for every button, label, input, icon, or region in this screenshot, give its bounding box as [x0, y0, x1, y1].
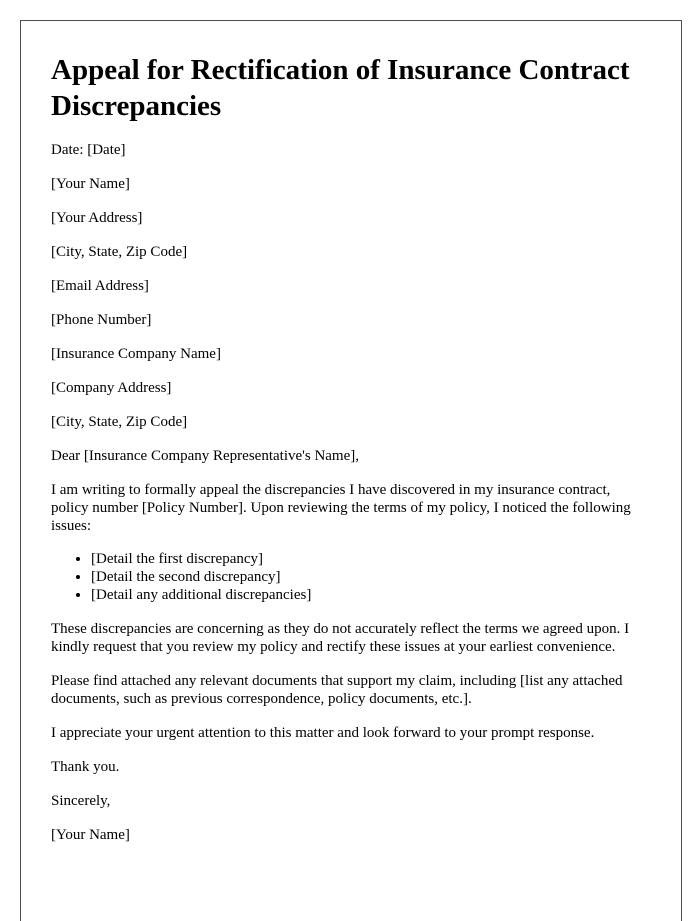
concern-paragraph: These discrepancies are concerning as they do not accurately reflect the terms we agreed upon. I kindly request that you review my policy and rectify these issues at your earliest convenience. — [51, 621, 630, 655]
attachments-paragraph: Please find attached any relevant documents that support my claim, including [list any attached documents, such as previous correspondence, policy documents, etc.]. — [51, 673, 623, 707]
recipient-company-address: [Company Address] — [51, 380, 172, 396]
recipient-city-state-zip: [City, State, Zip Code] — [51, 414, 188, 430]
sender-phone: [Phone Number] — [51, 312, 152, 328]
salutation: Dear [Insurance Company Representative's Name], — [51, 448, 359, 464]
letter-title: Appeal for Rectification of Insurance Contract Discrepancies — [51, 54, 630, 122]
sender-address: [Your Address] — [51, 210, 143, 226]
date-line: Date: [Date] — [51, 142, 126, 158]
thanks-line: Thank you. — [51, 759, 120, 775]
closing-line: Sincerely, — [51, 793, 111, 809]
intro-paragraph: I am writing to formally appeal the discrepancies I have discovered in my insurance contract, policy number [Policy Number]. Upon reviewing the terms of my policy, I noticed the following issues: — [51, 482, 631, 534]
recipient-company-name: [Insurance Company Name] — [51, 346, 221, 362]
sender-email: [Email Address] — [51, 278, 149, 294]
sender-name: [Your Name] — [51, 176, 130, 192]
discrepancy-list — [51, 550, 651, 604]
appreciation-paragraph: I appreciate your urgent attention to this matter and look forward to your prompt response. — [51, 725, 595, 741]
list-item: • [Detail the first discrepancy] — [91, 550, 651, 568]
list-item: • [Detail the second discrepancy] — [91, 568, 651, 586]
signature-name: [Your Name] — [51, 827, 130, 843]
list-item: • [Detail any additional discrepancies] — [91, 586, 651, 604]
sender-city-state-zip: [City, State, Zip Code] — [51, 244, 188, 260]
letter-page — [20, 20, 682, 921]
